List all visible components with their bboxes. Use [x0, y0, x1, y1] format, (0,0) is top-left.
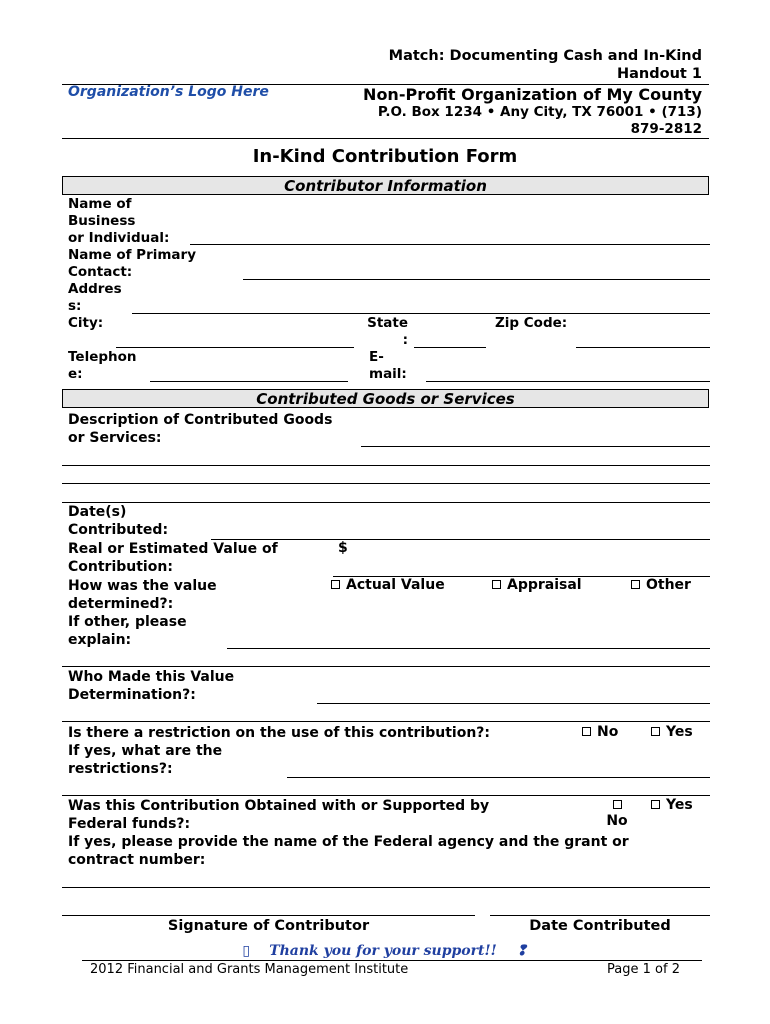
footer-left: 2012 Financial and Grants Management Institute	[90, 962, 409, 977]
city-label: City:	[68, 315, 104, 331]
option-actual-value[interactable]: Actual Value	[331, 577, 445, 594]
city-field[interactable]	[116, 347, 354, 348]
address-field[interactable]	[132, 313, 710, 314]
other-explain-label: If other, please explain:	[68, 614, 187, 648]
federal-no-option[interactable]: No	[604, 797, 630, 829]
signature-field[interactable]	[62, 915, 475, 916]
business-name-label: Name of Business or Individual:	[68, 196, 170, 246]
checkbox-icon[interactable]	[651, 727, 660, 736]
description-label: Description of Contributed Goods or Services:	[68, 412, 333, 446]
email-label: E- mail:	[369, 349, 407, 382]
dates-field[interactable]	[211, 539, 710, 540]
description-line-3[interactable]	[62, 483, 710, 484]
thank-you-message: Thank you for your support!!	[269, 943, 497, 959]
match-title: Match: Documenting Cash and In-Kind Handout 1	[388, 48, 702, 82]
how-determined-label: How was the value determined?:	[68, 578, 217, 612]
checkbox-icon[interactable]	[582, 727, 591, 736]
other-explain-field[interactable]	[227, 648, 710, 649]
zip-label: Zip Code:	[495, 315, 568, 331]
restriction-yes-option[interactable]: Yes	[651, 724, 693, 741]
federal-agency-question: If yes, please provide the name of the Federal agency and the grant or contract number:	[68, 834, 629, 868]
restrictions-line-2[interactable]	[62, 795, 710, 796]
business-name-field[interactable]	[190, 244, 710, 245]
org-name: Non-Profit Organization of My County	[363, 85, 702, 104]
form-title: In-Kind Contribution Form	[252, 146, 518, 167]
zip-field[interactable]	[576, 347, 710, 348]
federal-funds-question: Was this Contribution Obtained with or Supported by Federal funds?:	[68, 798, 490, 832]
header-rule-bottom	[62, 138, 709, 139]
signature-label: Signature of Contributor	[167, 918, 370, 934]
restriction-question: Is there a restriction on the use of this contribution?:	[68, 725, 491, 741]
restrictions-field[interactable]	[287, 777, 710, 778]
checkbox-icon[interactable]	[613, 800, 622, 809]
federal-yes-option[interactable]: Yes	[651, 797, 693, 814]
who-determined-field[interactable]	[317, 703, 710, 704]
org-address: P.O. Box 1234 • Any City, TX 76001 • (713) 879-2812	[377, 104, 702, 137]
primary-contact-field[interactable]	[243, 279, 710, 280]
section-contributor-information: Contributor Information	[62, 176, 709, 195]
section-contributed-goods: Contributed Goods or Services	[62, 389, 709, 408]
value-label: Real or Estimated Value of Contribution:	[68, 541, 278, 575]
date-contributed-label: Date Contributed	[529, 918, 671, 934]
who-determined-label: Who Made this Value Determination?:	[68, 669, 235, 703]
telephone-field[interactable]	[150, 381, 348, 382]
address-label: Addres s:	[68, 281, 122, 314]
logo-placeholder: Organization’s Logo Here	[68, 84, 269, 100]
federal-agency-field[interactable]	[62, 887, 710, 888]
footer-page-number: Page 1 of 2	[607, 962, 680, 977]
email-field[interactable]	[426, 381, 710, 382]
date-contributed-field[interactable]	[490, 915, 710, 916]
checkbox-icon[interactable]	[631, 580, 640, 589]
checkbox-icon[interactable]	[651, 800, 660, 809]
description-line-2[interactable]	[62, 465, 710, 466]
other-explain-line-2[interactable]	[62, 666, 710, 667]
dates-label: Date(s) Contributed:	[68, 504, 169, 538]
exclamation-glyph-icon: ❢	[515, 943, 528, 959]
handout-label: Handout 1	[617, 66, 702, 82]
currency-symbol: $	[338, 540, 348, 556]
who-determined-line-2[interactable]	[62, 721, 710, 722]
state-label: State :	[367, 315, 408, 348]
option-appraisal[interactable]: Appraisal	[492, 577, 582, 594]
telephone-label: Telephon e:	[68, 349, 137, 382]
description-field[interactable]	[361, 446, 710, 447]
checkbox-icon[interactable]	[331, 580, 340, 589]
restrictions-label: If yes, what are the restrictions?:	[68, 743, 223, 777]
thanks-line	[0, 940, 770, 959]
checkbox-icon[interactable]	[492, 580, 501, 589]
restriction-no-option[interactable]: No	[582, 724, 618, 741]
footer-rule	[82, 960, 702, 961]
option-other[interactable]: Other	[631, 577, 691, 594]
box-glyph-icon: ▯	[242, 943, 251, 959]
primary-contact-label: Name of Primary Contact:	[68, 247, 196, 280]
state-field[interactable]	[414, 347, 486, 348]
